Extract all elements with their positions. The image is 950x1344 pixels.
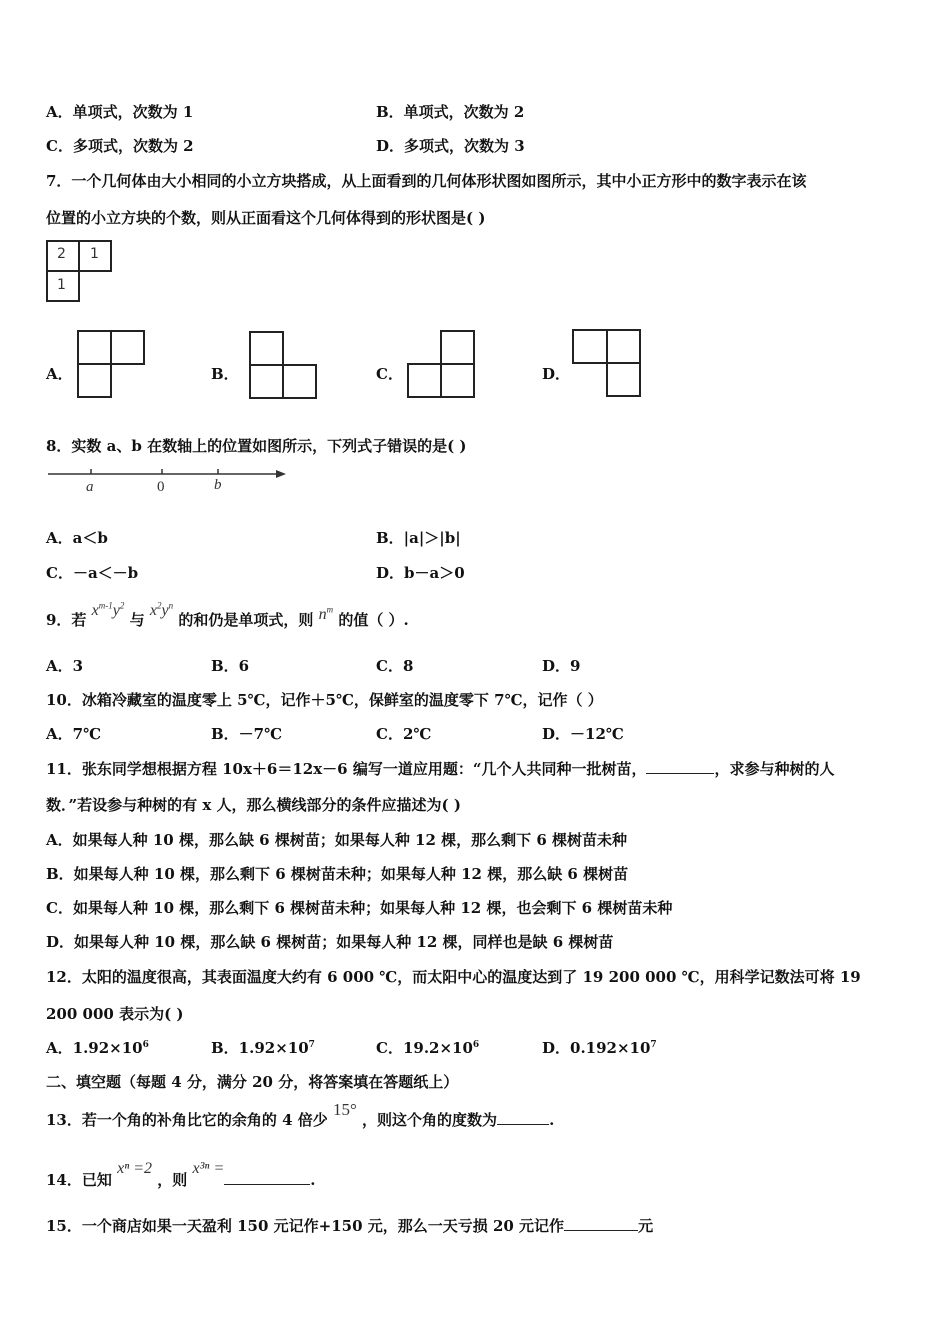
axis-label-a: a <box>86 479 94 495</box>
q7-option-c-figure <box>406 329 478 401</box>
q12-option-b-base: B．1.92×10 <box>211 1039 309 1057</box>
q8-option-d: D．b－a＞0 <box>376 564 465 582</box>
grid-number: 2 <box>57 246 66 262</box>
axis-label-b: b <box>214 477 222 493</box>
q7-stem-line2: 位置的小立方块的个数，则从正面看这个几何体得到的形状图是( ) <box>46 209 486 227</box>
q7-stem-line1: 7．一个几何体由大小相同的小立方块搭成，从上面看到的几何体形状图如图所示，其中小正方形中的数字表示在该 <box>46 172 807 190</box>
q13-end: . <box>549 1111 555 1129</box>
q13-suffix: ，则这个角的度数为 <box>362 1111 498 1129</box>
q14-given-expression: xⁿ =2 <box>117 1160 153 1177</box>
q6-option-d: D．多项式，次数为 3 <box>376 137 525 155</box>
q10-option-a: A．7℃ <box>46 725 102 743</box>
q9-option-d: D．9 <box>542 657 581 675</box>
q14-mid: ，则 <box>157 1171 188 1189</box>
q8-option-c: C．－a＜－b <box>46 564 139 582</box>
q9-stem <box>46 600 409 631</box>
q12-option-d-exp: 7 <box>650 1040 657 1050</box>
q8-number-line <box>46 464 291 500</box>
q12-option-c-exp: 6 <box>472 1040 480 1050</box>
q12-option-c <box>376 1038 479 1058</box>
q15-suffix: 元 <box>638 1217 654 1235</box>
q13-prefix: 13．若一个角的补角比它的余角的 4 倍少 <box>46 1111 328 1129</box>
q13-angle-value: 15° <box>333 1100 357 1119</box>
q12-option-d <box>542 1038 657 1058</box>
q11-option-d: D．如果每人种 10 棵，那么缺 6 棵树苗；如果每人种 12 棵，同样也是缺 6 棵树苗 <box>46 933 614 951</box>
q9-prefix: 9．若 <box>46 611 87 629</box>
grid-number: 1 <box>90 246 99 262</box>
q7-option-d-label: D． <box>542 365 571 383</box>
q9-expression-2: $x^2y^n$ <box>149 600 174 619</box>
q7-option-c-label: C． <box>376 365 403 383</box>
q9-suffix: 的值（ ）. <box>338 611 409 629</box>
q9-expression-1: $x^{m-1}y^2$ <box>91 600 125 619</box>
q13-answer-blank <box>497 1110 549 1125</box>
q12-option-c-base: C．19.2×10 <box>376 1039 473 1057</box>
axis-label-0: 0 <box>157 479 165 495</box>
q9-option-c: C．8 <box>376 657 414 675</box>
q7-option-b-figure <box>248 330 320 402</box>
q12-option-a-exp: 6 <box>142 1040 149 1050</box>
q9-mid1: 与 <box>129 611 145 629</box>
q11-stem-part1: 11．张东同学想根据方程 10x＋6＝12x－6 编写一道应用题：“几个人共同种一批树苗， <box>46 760 647 778</box>
q15-answer-blank <box>564 1216 638 1231</box>
q13-stem <box>46 1100 555 1130</box>
q6-option-c: C．多项式，次数为 2 <box>46 137 194 155</box>
q14-target-expression: x³ⁿ = <box>192 1160 225 1177</box>
q9-option-b: B．6 <box>211 657 250 675</box>
q10-stem: 10．冰箱冷藏室的温度零上 5℃，记作＋5℃，保鲜室的温度零下 7℃，记作（ ） <box>46 691 603 709</box>
q14-answer-blank <box>224 1170 310 1185</box>
q8-option-b: B．|a|＞|b| <box>376 529 461 547</box>
q8-option-a: A．a＜b <box>46 529 108 547</box>
q11-option-b: B．如果每人种 10 棵，那么剩下 6 棵树苗未种；如果每人种 12 棵，那么缺 6 棵树苗 <box>46 865 629 883</box>
q8-stem: 8．实数 a、b 在数轴上的位置如图所示，下列式子错误的是( ) <box>46 437 467 455</box>
q11-option-a: A．如果每人种 10 棵，那么缺 6 棵树苗；如果每人种 12 棵，那么剩下 6 棵树苗未种 <box>46 831 628 849</box>
q10-option-d: D．－12℃ <box>542 725 624 743</box>
q12-stem-line2: 200 000 表示为( ) <box>46 1005 184 1023</box>
q12-option-b <box>211 1038 315 1058</box>
q14-stem <box>46 1160 316 1191</box>
q12-stem-line1: 12．太阳的温度很高，其表面温度大约有 6 000 ℃，而太阳中心的温度达到了 19 200 000 ℃，用科学记数法可将 19 <box>46 968 861 986</box>
q9-expression-3: $n^m$ <box>318 604 334 623</box>
q11-stem-line2: 数．”若设参与种树的有 x 人，那么横线部分的条件应描述为( ) <box>46 796 461 814</box>
q7-option-a-label: A． <box>46 365 73 383</box>
section-2-heading: 二、填空题（每题 4 分，满分 20 分，将答案填在答题纸上） <box>46 1073 459 1091</box>
q11-stem-part2: ，求参与种树的人 <box>714 760 835 778</box>
q6-option-a: A．单项式，次数为 1 <box>46 103 194 121</box>
q9-option-a: A．3 <box>46 657 84 675</box>
q10-option-b: B．－7℃ <box>211 725 283 743</box>
q7-option-b-label: B． <box>211 365 239 383</box>
q6-option-b: B．单项式，次数为 2 <box>376 103 525 121</box>
q11-stem-line1 <box>46 759 834 779</box>
q9-mid2: 的和仍是单项式，则 <box>178 611 314 629</box>
q15-prefix: 15．一个商店如果一天盈利 150 元记作+150 元，那么一天亏损 20 元记作 <box>46 1217 565 1235</box>
q12-option-d-base: D．0.192×10 <box>542 1039 651 1057</box>
q12-option-a <box>46 1038 149 1058</box>
q11-option-c: C．如果每人种 10 棵，那么剩下 6 棵树苗未种；如果每人种 12 棵，也会剩下 6 棵树苗未种 <box>46 899 673 917</box>
grid-number: 1 <box>57 277 66 293</box>
q7-option-a-figure <box>76 328 146 400</box>
q14-prefix: 14．已知 <box>46 1171 112 1189</box>
q7-top-view-grid <box>46 240 116 304</box>
q12-option-b-exp: 7 <box>308 1040 315 1050</box>
q12-option-a-base: A．1.92×10 <box>46 1039 143 1057</box>
q10-option-c: C．2℃ <box>376 725 432 743</box>
q7-option-d-figure <box>570 328 644 400</box>
q15-stem <box>46 1216 653 1236</box>
q14-end: . <box>310 1171 316 1189</box>
q11-answer-blank <box>646 759 714 774</box>
